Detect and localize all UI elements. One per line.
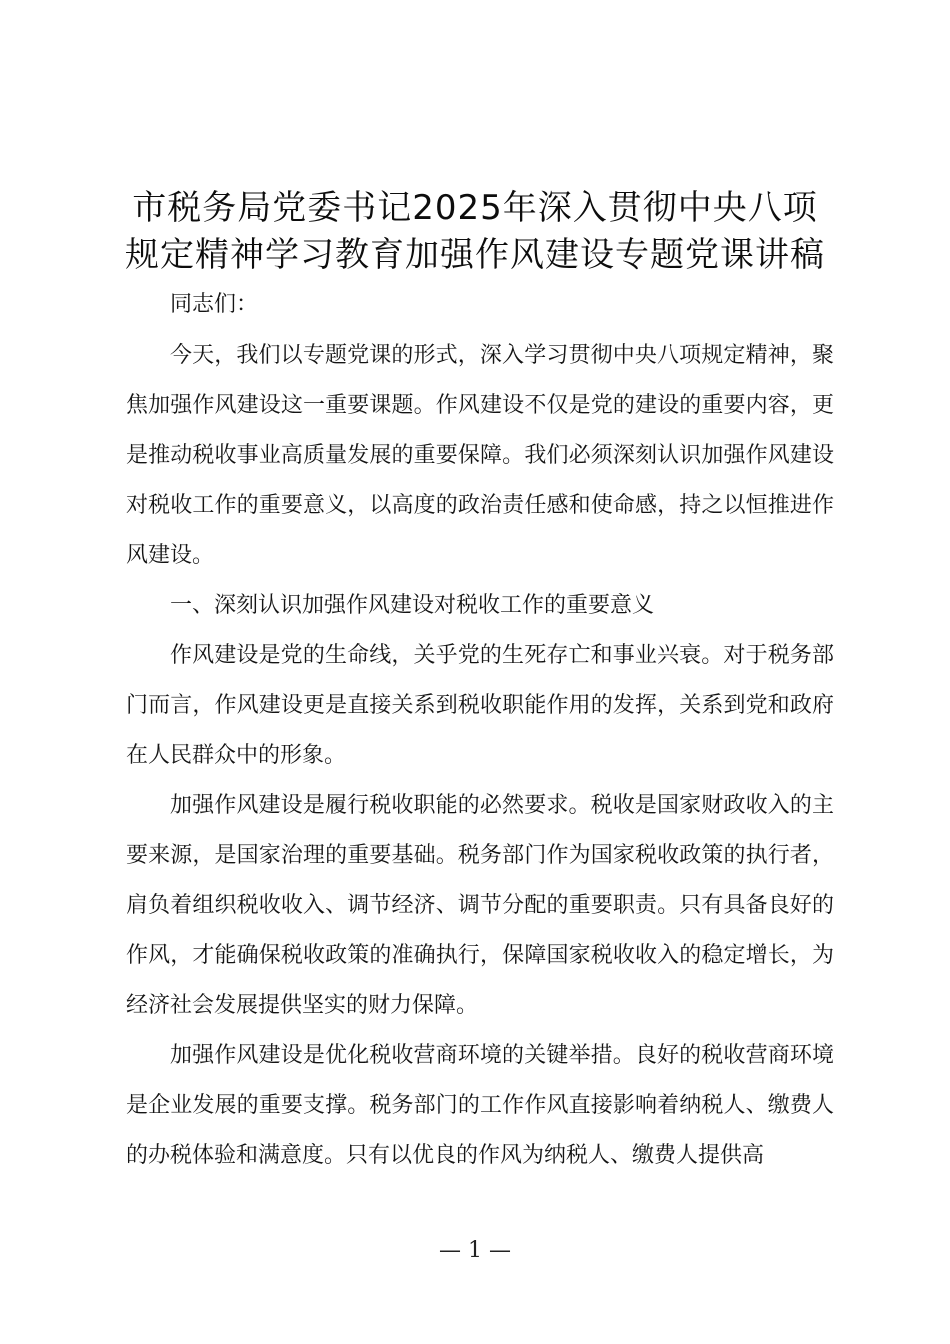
section-heading-1: 一、深刻认识加强作风建设对税收工作的重要意义 (170, 593, 655, 618)
document-body (126, 280, 834, 1181)
paragraph-2: 加强作风建设是履行税收职能的必然要求。税收是国家财政收入的主要来源，是国家治理的重要基础。税务部门作为国家税收政策的执行者，肩负着组织税收收入、调节经济、调节分配的重要职责。只有具备良好的作风，才能确保税收政策的准确执行，保障国家税收收入的稳定增长，为经济社会发展提供坚实的财力保障。 (126, 793, 834, 1018)
paragraph-1: 作风建设是党的生命线，关乎党的生死存亡和事业兴衰。对于税务部门而言，作风建设更是直接关系到税收职能作用的发挥，关系到党和政府在人民群众中的形象。 (126, 643, 834, 768)
paragraph-intro: 今天，我们以专题党课的形式，深入学习贯彻中央八项规定精神，聚焦加强作风建设这一重要课题。作风建设不仅是党的建设的重要内容，更是推动税收事业高质量发展的重要保障。我们必须深刻认识加强作风建设对税收工作的重要意义，以高度的政治责任感和使命感，持之以恒推进作风建设。 (126, 343, 834, 568)
page-number: — 1 — (439, 1238, 511, 1263)
document-title-line-1: 市税务局党委书记2025年深入贯彻中央八项 (132, 188, 818, 228)
paragraph-3: 加强作风建设是优化税收营商环境的关键举措。良好的税收营商环境是企业发展的重要支撑。税务部门的工作作风直接影响着纳税人、缴费人的办税体验和满意度。只有以优良的作风为纳税人、缴费人提供高 (126, 1043, 834, 1168)
document-title-line-2: 规定精神学习教育加强作风建设专题党课讲稿 (125, 235, 825, 275)
salutation: 同志们： (170, 292, 259, 317)
